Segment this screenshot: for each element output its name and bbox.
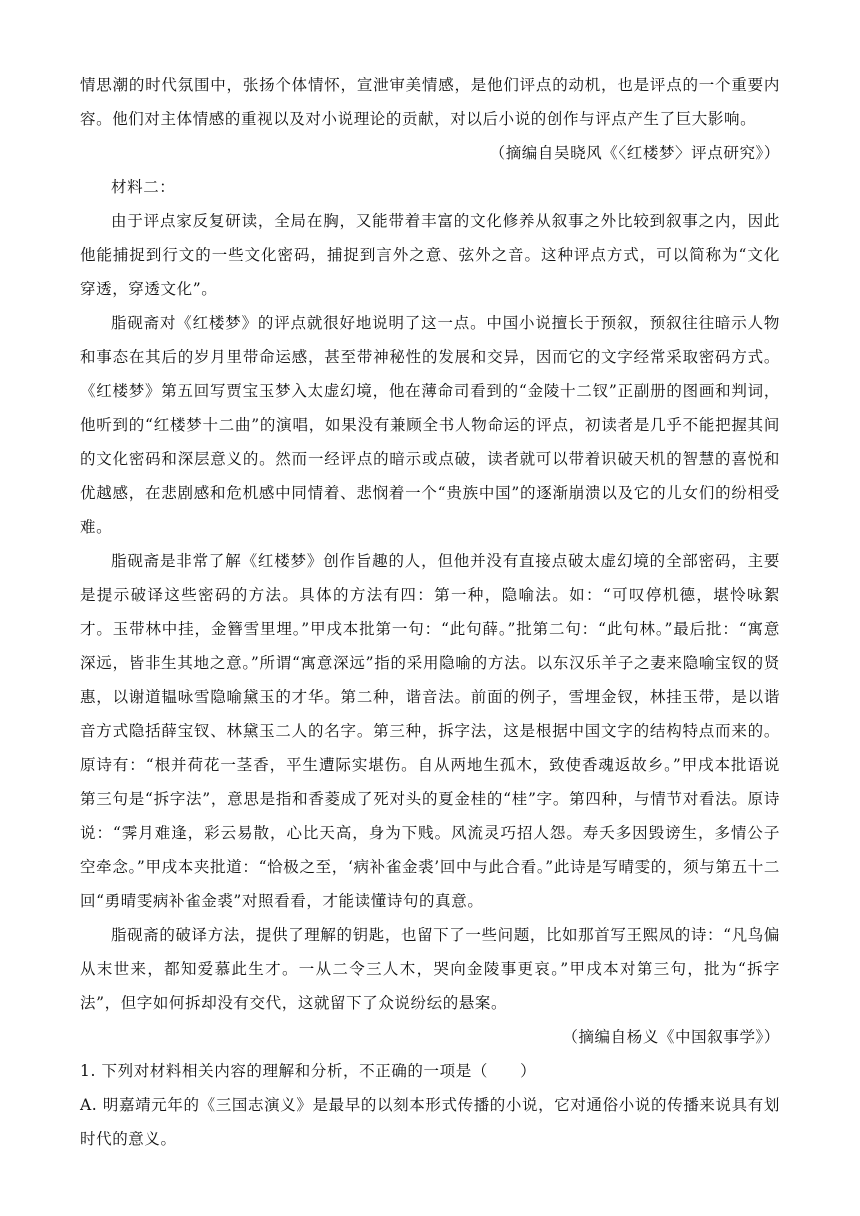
paragraph-1: 由于评点家反复研读，全局在胸，又能带着丰富的文化修养从叙事之外比较到叙事之内，因此他能捕捉到行文的一些文化密码，捕捉到言外之意、弦外之音。这种评点方式，可以简称为“文化穿透，穿透文化”。	[80, 212, 780, 298]
source-citation-2: （摘编自杨义《中国叙事学》）	[562, 1028, 780, 1046]
document-page	[80, 68, 780, 1156]
question-1-stem: 1. 下列对材料相关内容的理解和分析，不正确的一项是（ ）	[80, 1062, 537, 1080]
paragraph-3: 脂砚斋是非常了解《红楼梦》创作旨趣的人，但他并没有直接点破太虚幻境的全部密码，主要是提示破译这些密码的方法。具体的方法有四：第一种，隐喻法。如：“可叹停机德，堪怜咏絮才。玉带林中挂，金簪雪里埋。”甲戌本批第一句：“此句薛。”批第二句：“此句林。”最后批：“寓意深远，皆非生其地之意。”所谓“寓意深远”指的采用隐喻的方法。以东汉乐羊子之妻来隐喻宝钗的贤惠，以谢道韫咏雪隐喻黛玉的才华。第二种，谐音法。前面的例子，雪埋金钗，林挂玉带，是以谐音方式隐括薛宝钗、林黛玉二人的名字。第三种，拆字法，这是根据中国文字的结构特点而来的。原诗有：“根并荷花一茎香，平生遭际实堪伤。自从两地生孤木，致使香魂返故乡。”甲戌本批语说第三句是“拆字法”，意思是指和香菱成了死对头的夏金桂的“桂”字。第四种，与情节对看法。原诗说：“霁月难逢，彩云易散，心比天高，身为下贱。风流灵巧招人怨。寿夭多因毁谤生，多情公子空牵念。”甲戌本夹批道：“恰极之至，‘病补雀金裘’回中与此合看。”此诗是写晴雯的，须与第五十二回“勇晴雯病补雀金裘”对照看看，才能读懂诗句的真意。	[80, 552, 780, 910]
source-citation-1: （摘编自吴晓风《〈红楼梦〉评点研究》）	[489, 144, 780, 162]
paragraph-2: 脂砚斋对《红楼梦》的评点就很好地说明了这一点。中国小说擅长于预叙，预叙往往暗示人物和事态在其后的岁月里带命运感，甚至带神秘性的发展和交异，因而它的文字经常采取密码方式。《红楼梦》第五回写贾宝玉梦入太虚幻境，他在薄命司看到的“金陵十二钗”正副册的图画和判词，他听到的“红楼梦十二曲”的演唱，如果没有兼顾全书人物命运的评点，初读者是几乎不能把握其间的文化密码和深层意义的。然而一经评点的暗示或点破，读者就可以带着识破天机的智慧的喜悦和优越感，在悲剧感和危机感中同情着、悲悯着一个“贵族中国”的逐渐崩溃以及它的儿女们的纷相受难。	[80, 314, 780, 536]
material-2-heading: 材料二：	[111, 178, 176, 196]
paragraph-4: 脂砚斋的破译方法，提供了理解的钥匙，也留下了一些问题，比如那首写王熙凤的诗：“凡鸟偏从末世来，都知爱慕此生才。一从二令三人木，哭向金陵事更哀。”甲戌本对第三句，批为“拆字法”，但字如何拆却没有交代，这就留下了众说纷纭的悬案。	[80, 926, 780, 1012]
intro-paragraph: 情思潮的时代氛围中，张扬个体情怀，宣泄审美情感，是他们评点的动机，也是评点的一个重要内容。他们对主体情感的重视以及对小说理论的贡献，对以后小说的创作与评点产生了巨大影响。	[80, 76, 780, 128]
question-1-option-a: A. 明嘉靖元年的《三国志演义》是最早的以刻本形式传播的小说，它对通俗小说的传播来说具有划时代的意义。	[80, 1096, 780, 1148]
